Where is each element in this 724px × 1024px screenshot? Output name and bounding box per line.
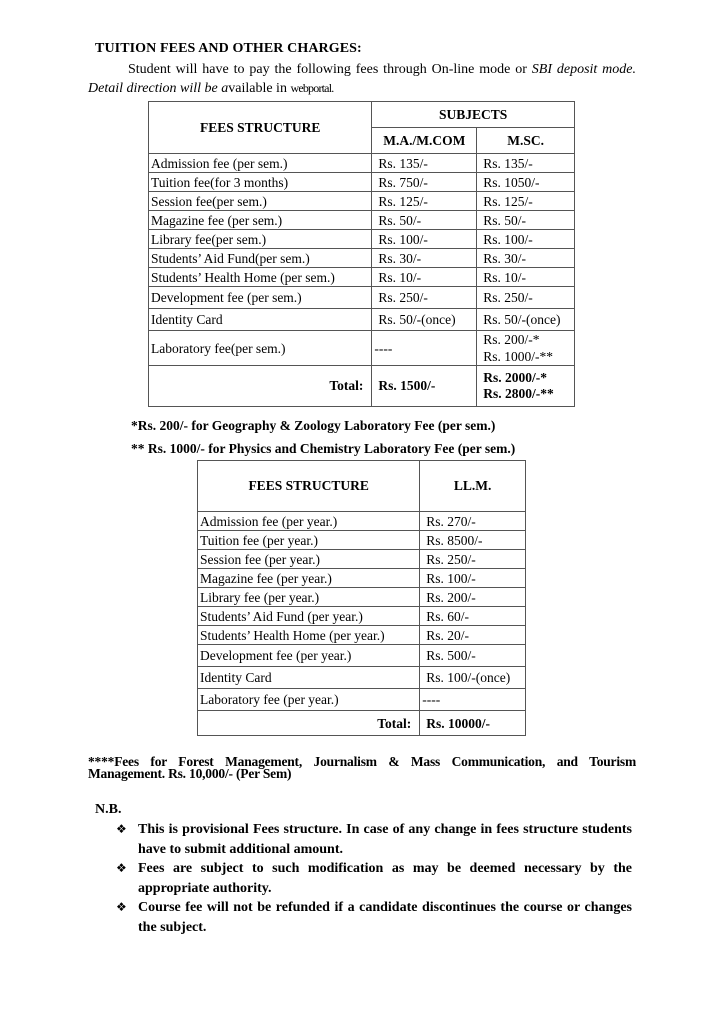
fee-label: Laboratory fee (per year.) (198, 689, 420, 711)
fee-value: Rs. 8500/- (420, 531, 526, 550)
total-label: Total: (198, 711, 420, 736)
fee-msc: Rs. 10/- (477, 268, 575, 287)
fee-label: Identity Card (198, 667, 420, 689)
table-row (149, 230, 575, 249)
fee-ma: Rs. 50/- (372, 211, 477, 230)
table-row (198, 645, 526, 667)
fee-ma: Rs. 125/- (372, 192, 477, 211)
fee-msc-line1: Rs. 200/-* (483, 332, 540, 347)
fee-label: Laboratory fee(per sem.) (149, 331, 372, 366)
fee-label: Magazine fee (per sem.) (149, 211, 372, 230)
fee-value: Rs. 100/-(once) (420, 667, 526, 689)
diamond-bullet-icon: ❖ (116, 861, 127, 875)
list-item (116, 898, 632, 937)
table-row (198, 512, 526, 531)
fee-msc: Rs. 100/- (477, 230, 575, 249)
table-row (198, 569, 526, 588)
fee-msc (477, 331, 575, 366)
fee-msc: Rs. 50/-(once) (477, 309, 575, 331)
header-msc: M.SC. (477, 128, 575, 154)
intro-webportal: webportal. (290, 81, 334, 95)
fees-table-ma-msc (148, 101, 575, 407)
nb-label: N.B. (95, 802, 122, 817)
fee-label: Identity Card (149, 309, 372, 331)
fee-label: Students’ Health Home (per sem.) (149, 268, 372, 287)
fee-value: Rs. 100/- (420, 569, 526, 588)
list-item (116, 859, 632, 898)
table-row (149, 192, 575, 211)
section-heading: TUITION FEES AND OTHER CHARGES: (95, 41, 362, 56)
forest-management-note (88, 756, 636, 780)
fee-label: Admission fee (per sem.) (149, 154, 372, 173)
table-row-laboratory (149, 331, 575, 366)
fee-label: Development fee (per sem.) (149, 287, 372, 309)
table-row (198, 626, 526, 645)
intro-paragraph (88, 60, 636, 98)
header-ma-mcom: M.A./M.COM (372, 128, 477, 154)
diamond-bullet-icon: ❖ (116, 900, 127, 914)
list-item-text: Fees are subject to such modification as may be deemed necessary by the appropriate authority. (138, 861, 632, 896)
table-row (149, 268, 575, 287)
intro-text-1: Student will have to pay the following fees through On-line mode or (128, 62, 532, 77)
fee-msc: Rs. 30/- (477, 249, 575, 268)
footnote-physics-chemistry: ** Rs. 1000/- for Physics and Chemistry Laboratory Fee (per sem.) (131, 441, 516, 456)
fee-label: Magazine fee (per year.) (198, 569, 420, 588)
table-row-total (149, 366, 575, 407)
table-row (149, 211, 575, 230)
fee-label: Admission fee (per year.) (198, 512, 420, 531)
fee-ma: Rs. 100/- (372, 230, 477, 249)
table-row (198, 550, 526, 569)
fees-table-llm (197, 460, 526, 736)
total-label: Total: (149, 366, 372, 407)
fee-label: Session fee(per sem.) (149, 192, 372, 211)
diamond-bullet-icon: ❖ (116, 822, 127, 836)
table-row-total (198, 711, 526, 736)
intro-italic-1: SBI deposit mode. Detail direction will be (88, 62, 636, 96)
table-row (149, 173, 575, 192)
total-msc (477, 366, 575, 407)
fee-label: Students’ Aid Fund(per sem.) (149, 249, 372, 268)
table-row (149, 154, 575, 173)
fee-label: Students’ Aid Fund (per year.) (198, 607, 420, 626)
fee-ma: Rs. 135/- (372, 154, 477, 173)
list-item-text: Course fee will not be refunded if a candidate discontinues the course or changes the subject. (138, 900, 632, 935)
fee-value: ---- (420, 689, 526, 711)
forest-note-text: ****Fees for Forest Management, Journalism & Mass Communication, and Tourism Management. Rs. 10,000/- (Per Sem) (88, 754, 636, 781)
fee-ma: ---- (372, 331, 477, 366)
total-value: Rs. 10000/- (420, 711, 526, 736)
fee-ma: Rs. 50/-(once) (372, 309, 477, 331)
fee-value: Rs. 270/- (420, 512, 526, 531)
fee-value: Rs. 200/- (420, 588, 526, 607)
fee-msc-line2: Rs. 1000/-** (483, 349, 554, 364)
list-item-text: This is provisional Fees structure. In case of any change in fees structure students have to submit additional amount. (138, 822, 632, 857)
intro-text-2: vailable in (228, 81, 291, 96)
table-row (149, 249, 575, 268)
fee-msc: Rs. 135/- (477, 154, 575, 173)
table-row (149, 309, 575, 331)
total-msc-line1: Rs. 2000/-* (483, 370, 547, 385)
fee-value: Rs. 20/- (420, 626, 526, 645)
footnote-geography-zoology: *Rs. 200/- for Geography & Zoology Laboratory Fee (per sem.) (131, 418, 496, 433)
header-fees-structure: FEES STRUCTURE (149, 102, 372, 154)
header-llm: LL.M. (420, 461, 526, 512)
fee-ma: Rs. 250/- (372, 287, 477, 309)
fee-label: Library fee (per year.) (198, 588, 420, 607)
fee-label: Session fee (per year.) (198, 550, 420, 569)
fee-msc: Rs. 1050/- (477, 173, 575, 192)
fee-msc: Rs. 250/- (477, 287, 575, 309)
table-row (198, 531, 526, 550)
fee-ma: Rs. 10/- (372, 268, 477, 287)
fee-label: Tuition fee(for 3 months) (149, 173, 372, 192)
fee-ma: Rs. 750/- (372, 173, 477, 192)
table-row (198, 588, 526, 607)
fee-value: Rs. 60/- (420, 607, 526, 626)
fee-value: Rs. 500/- (420, 645, 526, 667)
nb-list (116, 820, 632, 937)
table-row (198, 689, 526, 711)
header-fees-structure: FEES STRUCTURE (198, 461, 420, 512)
intro-italic-a: a (221, 81, 229, 96)
fee-value: Rs. 250/- (420, 550, 526, 569)
list-item (116, 820, 632, 859)
fee-ma: Rs. 30/- (372, 249, 477, 268)
fee-label: Tuition fee (per year.) (198, 531, 420, 550)
table-row (149, 287, 575, 309)
fee-label: Library fee(per sem.) (149, 230, 372, 249)
fee-label: Students’ Health Home (per year.) (198, 626, 420, 645)
total-msc-line2: Rs. 2800/-** (483, 386, 554, 401)
table-row (198, 667, 526, 689)
fee-msc: Rs. 125/- (477, 192, 575, 211)
header-subjects: SUBJECTS (372, 102, 575, 128)
table-row (198, 607, 526, 626)
fee-msc: Rs. 50/- (477, 211, 575, 230)
total-ma: Rs. 1500/- (372, 366, 477, 407)
fee-label: Development fee (per year.) (198, 645, 420, 667)
